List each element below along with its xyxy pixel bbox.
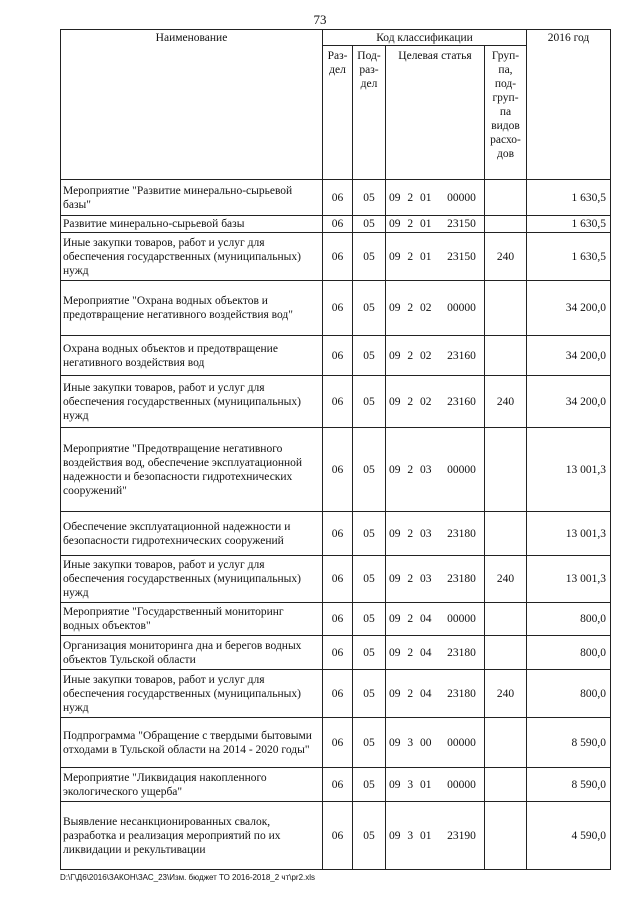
row-expense-type	[485, 336, 527, 376]
header-code: Код классификации	[323, 30, 527, 46]
row-section: 06	[323, 603, 353, 636]
row-subsection: 05	[353, 603, 386, 636]
row-section: 06	[323, 376, 353, 428]
row-name: Иные закупки товаров, работ и услуг для обеспечения государственных (муниципальных) нужд	[61, 556, 323, 603]
row-target-code: 09 2 04 23180	[386, 636, 485, 670]
row-name: Выявление несанкционированных свалок, разработка и реализация мероприятий по их ликвидации и рекультивации	[61, 802, 323, 870]
table-row	[61, 603, 611, 636]
row-amount: 13 001,3	[527, 556, 611, 603]
row-amount: 1 630,5	[527, 180, 611, 216]
row-section: 06	[323, 336, 353, 376]
row-section: 06	[323, 636, 353, 670]
row-target-code: 09 2 04 00000	[386, 603, 485, 636]
row-target-code: 09 2 01 00000	[386, 180, 485, 216]
row-section: 06	[323, 512, 353, 556]
row-expense-type	[485, 718, 527, 768]
row-subsection: 05	[353, 233, 386, 281]
row-section: 06	[323, 233, 353, 281]
row-name: Иные закупки товаров, работ и услуг для обеспечения государственных (муниципальных) нужд	[61, 233, 323, 281]
row-name: Обеспечение эксплуатационной надежности и безопасности гидротехнических сооружений	[61, 512, 323, 556]
row-target-code: 09 2 01 23150	[386, 233, 485, 281]
row-name: Мероприятие "Развитие минерально-сырьевой базы"	[61, 180, 323, 216]
row-section: 06	[323, 802, 353, 870]
table-row	[61, 428, 611, 512]
row-expense-type	[485, 281, 527, 336]
row-amount: 34 200,0	[527, 376, 611, 428]
row-amount: 34 200,0	[527, 336, 611, 376]
row-subsection: 05	[353, 180, 386, 216]
table-row	[61, 180, 611, 216]
row-name: Подпрограмма "Обращение с твердыми бытовыми отходами в Тульской области на 2014 - 2020 годы"	[61, 718, 323, 768]
row-subsection: 05	[353, 336, 386, 376]
table-row	[61, 216, 611, 233]
row-subsection: 05	[353, 670, 386, 718]
row-subsection: 05	[353, 512, 386, 556]
row-section: 06	[323, 768, 353, 802]
header-name: Наименование	[61, 30, 323, 180]
row-section: 06	[323, 428, 353, 512]
row-expense-type	[485, 768, 527, 802]
table-row	[61, 233, 611, 281]
table-row	[61, 670, 611, 718]
header-section: Раз- дел	[323, 46, 353, 180]
page-number: 73	[313, 12, 327, 27]
row-target-code: 09 2 03 23180	[386, 556, 485, 603]
row-expense-type: 240	[485, 670, 527, 718]
header-group: Груп- па, под- груп- па видов расхо- дов	[485, 46, 527, 180]
row-subsection: 05	[353, 802, 386, 870]
budget-table	[60, 29, 611, 870]
row-amount: 8 590,0	[527, 768, 611, 802]
row-section: 06	[323, 180, 353, 216]
row-subsection: 05	[353, 556, 386, 603]
row-section: 06	[323, 718, 353, 768]
header-year: 2016 год	[527, 30, 611, 180]
row-target-code: 09 2 02 23160	[386, 376, 485, 428]
table-row	[61, 556, 611, 603]
row-name: Организация мониторинга дна и берегов водных объектов Тульской области	[61, 636, 323, 670]
row-name: Развитие минерально-сырьевой базы	[61, 216, 323, 233]
row-amount: 800,0	[527, 670, 611, 718]
row-name: Охрана водных объектов и предотвращение негативного воздействия вод	[61, 336, 323, 376]
table-row	[61, 281, 611, 336]
row-subsection: 05	[353, 768, 386, 802]
row-target-code: 09 2 04 23180	[386, 670, 485, 718]
row-amount: 4 590,0	[527, 802, 611, 870]
row-expense-type: 240	[485, 556, 527, 603]
row-subsection: 05	[353, 636, 386, 670]
row-name: Мероприятие "Государственный мониторинг водных объектов"	[61, 603, 323, 636]
row-section: 06	[323, 216, 353, 233]
table-row	[61, 802, 611, 870]
row-expense-type	[485, 603, 527, 636]
row-target-code: 09 2 01 23150	[386, 216, 485, 233]
row-name: Иные закупки товаров, работ и услуг для обеспечения государственных (муниципальных) нужд	[61, 376, 323, 428]
row-expense-type: 240	[485, 233, 527, 281]
row-target-code: 09 3 01 00000	[386, 768, 485, 802]
row-expense-type	[485, 802, 527, 870]
row-expense-type	[485, 636, 527, 670]
row-amount: 13 001,3	[527, 428, 611, 512]
row-target-code: 09 2 03 23180	[386, 512, 485, 556]
row-amount: 1 630,5	[527, 233, 611, 281]
row-section: 06	[323, 281, 353, 336]
row-target-code: 09 2 02 00000	[386, 281, 485, 336]
row-name: Мероприятие "Охрана водных объектов и предотвращение негативного воздействия вод"	[61, 281, 323, 336]
table-row	[61, 718, 611, 768]
row-expense-type: 240	[485, 376, 527, 428]
row-amount: 34 200,0	[527, 281, 611, 336]
row-section: 06	[323, 556, 353, 603]
row-subsection: 05	[353, 428, 386, 512]
row-target-code: 09 2 03 00000	[386, 428, 485, 512]
row-subsection: 05	[353, 718, 386, 768]
row-expense-type	[485, 512, 527, 556]
header-subsection: Под- раз- дел	[353, 46, 386, 180]
row-section: 06	[323, 670, 353, 718]
row-amount: 13 001,3	[527, 512, 611, 556]
row-amount: 800,0	[527, 603, 611, 636]
row-expense-type	[485, 428, 527, 512]
row-name: Мероприятие "Ликвидация накопленного экологического ущерба"	[61, 768, 323, 802]
header-target: Целевая статья	[386, 46, 485, 180]
row-subsection: 05	[353, 216, 386, 233]
row-subsection: 05	[353, 376, 386, 428]
table-row	[61, 376, 611, 428]
row-target-code: 09 3 00 00000	[386, 718, 485, 768]
row-amount: 800,0	[527, 636, 611, 670]
table-row	[61, 512, 611, 556]
row-name: Иные закупки товаров, работ и услуг для обеспечения государственных (муниципальных) нужд	[61, 670, 323, 718]
row-target-code: 09 2 02 23160	[386, 336, 485, 376]
table-row	[61, 768, 611, 802]
row-expense-type	[485, 180, 527, 216]
row-expense-type	[485, 216, 527, 233]
row-target-code: 09 3 01 23190	[386, 802, 485, 870]
table-row	[61, 336, 611, 376]
table-row	[61, 636, 611, 670]
row-amount: 8 590,0	[527, 718, 611, 768]
row-name: Мероприятие "Предотвращение негативного воздействия вод, обеспечение эксплуатационной надежности и безопасности гидротехнических сооружений"	[61, 428, 323, 512]
row-subsection: 05	[353, 281, 386, 336]
file-path-footer: D:\Г\Д6\2016\ЗАКОН\ЗАС_23\Изм. бюджет ТО 2016-2018_2 чт\pr2.xls	[60, 873, 316, 882]
row-amount: 1 630,5	[527, 216, 611, 233]
